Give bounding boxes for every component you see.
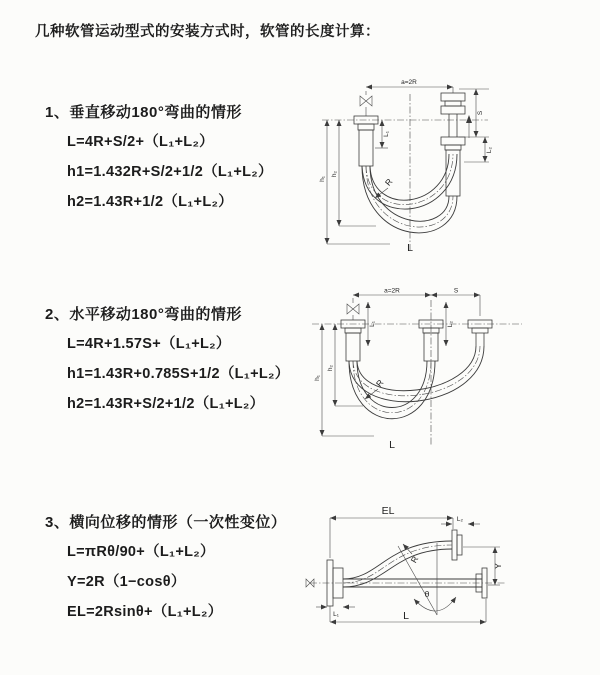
- formula-L: L=4R+1.57S+（L₁+L₂）: [67, 336, 231, 352]
- formula-h2: h2=1.43R+S/2+1/2（L₁+L₂）: [67, 396, 265, 412]
- upper-flange: [452, 530, 462, 560]
- valve-icon: [360, 91, 372, 116]
- dim-label-h2: h₂: [327, 364, 334, 372]
- dim-label-l2: L₂: [447, 320, 454, 328]
- dim-l: [330, 599, 486, 622]
- dim-label-l1: L₁: [369, 321, 376, 327]
- dim-label-l1: L₁: [383, 131, 390, 137]
- dim-label-y: Y: [493, 563, 503, 569]
- dim-label-h1: h₁: [314, 375, 321, 381]
- formula-h1: h1=1.43R+0.785S+1/2（L₁+L₂）: [67, 366, 290, 382]
- length-label: L: [403, 610, 409, 622]
- formula-h1: h1=1.432R+S/2+1/2（L₁+L₂）: [67, 164, 273, 180]
- dim-label-h2: h₂: [331, 170, 338, 178]
- dim-l2: [464, 137, 493, 162]
- s-curve-hose: [343, 541, 452, 587]
- diagram-vertical-180-bend: [318, 74, 593, 254]
- dim-l2: [446, 302, 454, 346]
- diagram-horizontal-180-bend: [308, 286, 530, 451]
- dim-label-h1: h₁: [319, 176, 326, 182]
- radius-label: R: [382, 176, 395, 188]
- formula-L: L=πRθ/90+（L₁+L₂）: [67, 544, 215, 560]
- valve-icon: [347, 298, 359, 320]
- dim-label-l1: L₁: [333, 611, 339, 618]
- diagram-lateral-displacement: [300, 498, 600, 643]
- dim-label-el: EL: [381, 505, 395, 517]
- section-3-heading: 3、横向位移的情形（一次性变位）: [45, 514, 287, 531]
- section-2-heading: 2、水平移动180°弯曲的情形: [45, 306, 242, 323]
- dim-label-s: S: [453, 287, 459, 295]
- dim-s: [431, 288, 480, 317]
- section-3: [45, 514, 286, 621]
- right-fitting: [441, 93, 465, 196]
- radius-label: R: [408, 554, 421, 565]
- left-fitting: [341, 320, 365, 361]
- formula-EL: EL=2Rsinθ+（L₁+L₂）: [67, 604, 223, 620]
- dim-h1: [314, 324, 374, 436]
- length-label: L: [389, 439, 395, 451]
- hose-curves: [362, 154, 457, 233]
- dim-a-2R: [353, 288, 431, 296]
- formula-Y: Y=2R（1−cosθ）: [67, 574, 186, 590]
- formula-L: L=4R+S/2+（L₁+L₂）: [67, 134, 214, 150]
- dim-l2: [441, 516, 480, 524]
- section-2: [45, 306, 290, 413]
- dim-a-2R: [366, 79, 453, 93]
- formula-h2: h2=1.43R+1/2（L₁+L₂）: [67, 194, 234, 210]
- dim-label-l2: L₂: [456, 516, 464, 523]
- dim-s: [459, 89, 489, 137]
- dim-label-l2: L₂: [486, 146, 493, 154]
- radius-label: R: [373, 377, 386, 389]
- length-label: L: [407, 242, 413, 254]
- dim-h1: [319, 120, 390, 244]
- page-title: 几种软管运动型式的安装方式时，软管的长度计算：: [35, 24, 380, 40]
- angle-label: θ: [424, 589, 430, 599]
- dim-h2: [331, 120, 376, 226]
- left-fitting: [354, 116, 378, 166]
- dim-label-s: S: [477, 110, 484, 116]
- movement-arrow-icon: [466, 115, 472, 138]
- dim-label-a2r: a=2R: [384, 287, 400, 295]
- section-1-heading: 1、垂直移动180°弯曲的情形: [45, 104, 242, 121]
- dim-l1: [316, 607, 355, 618]
- section-1: [45, 104, 273, 211]
- dim-label-a2r: a=2R: [401, 79, 417, 86]
- dim-l1: [368, 302, 376, 346]
- hose-curves: [349, 346, 484, 419]
